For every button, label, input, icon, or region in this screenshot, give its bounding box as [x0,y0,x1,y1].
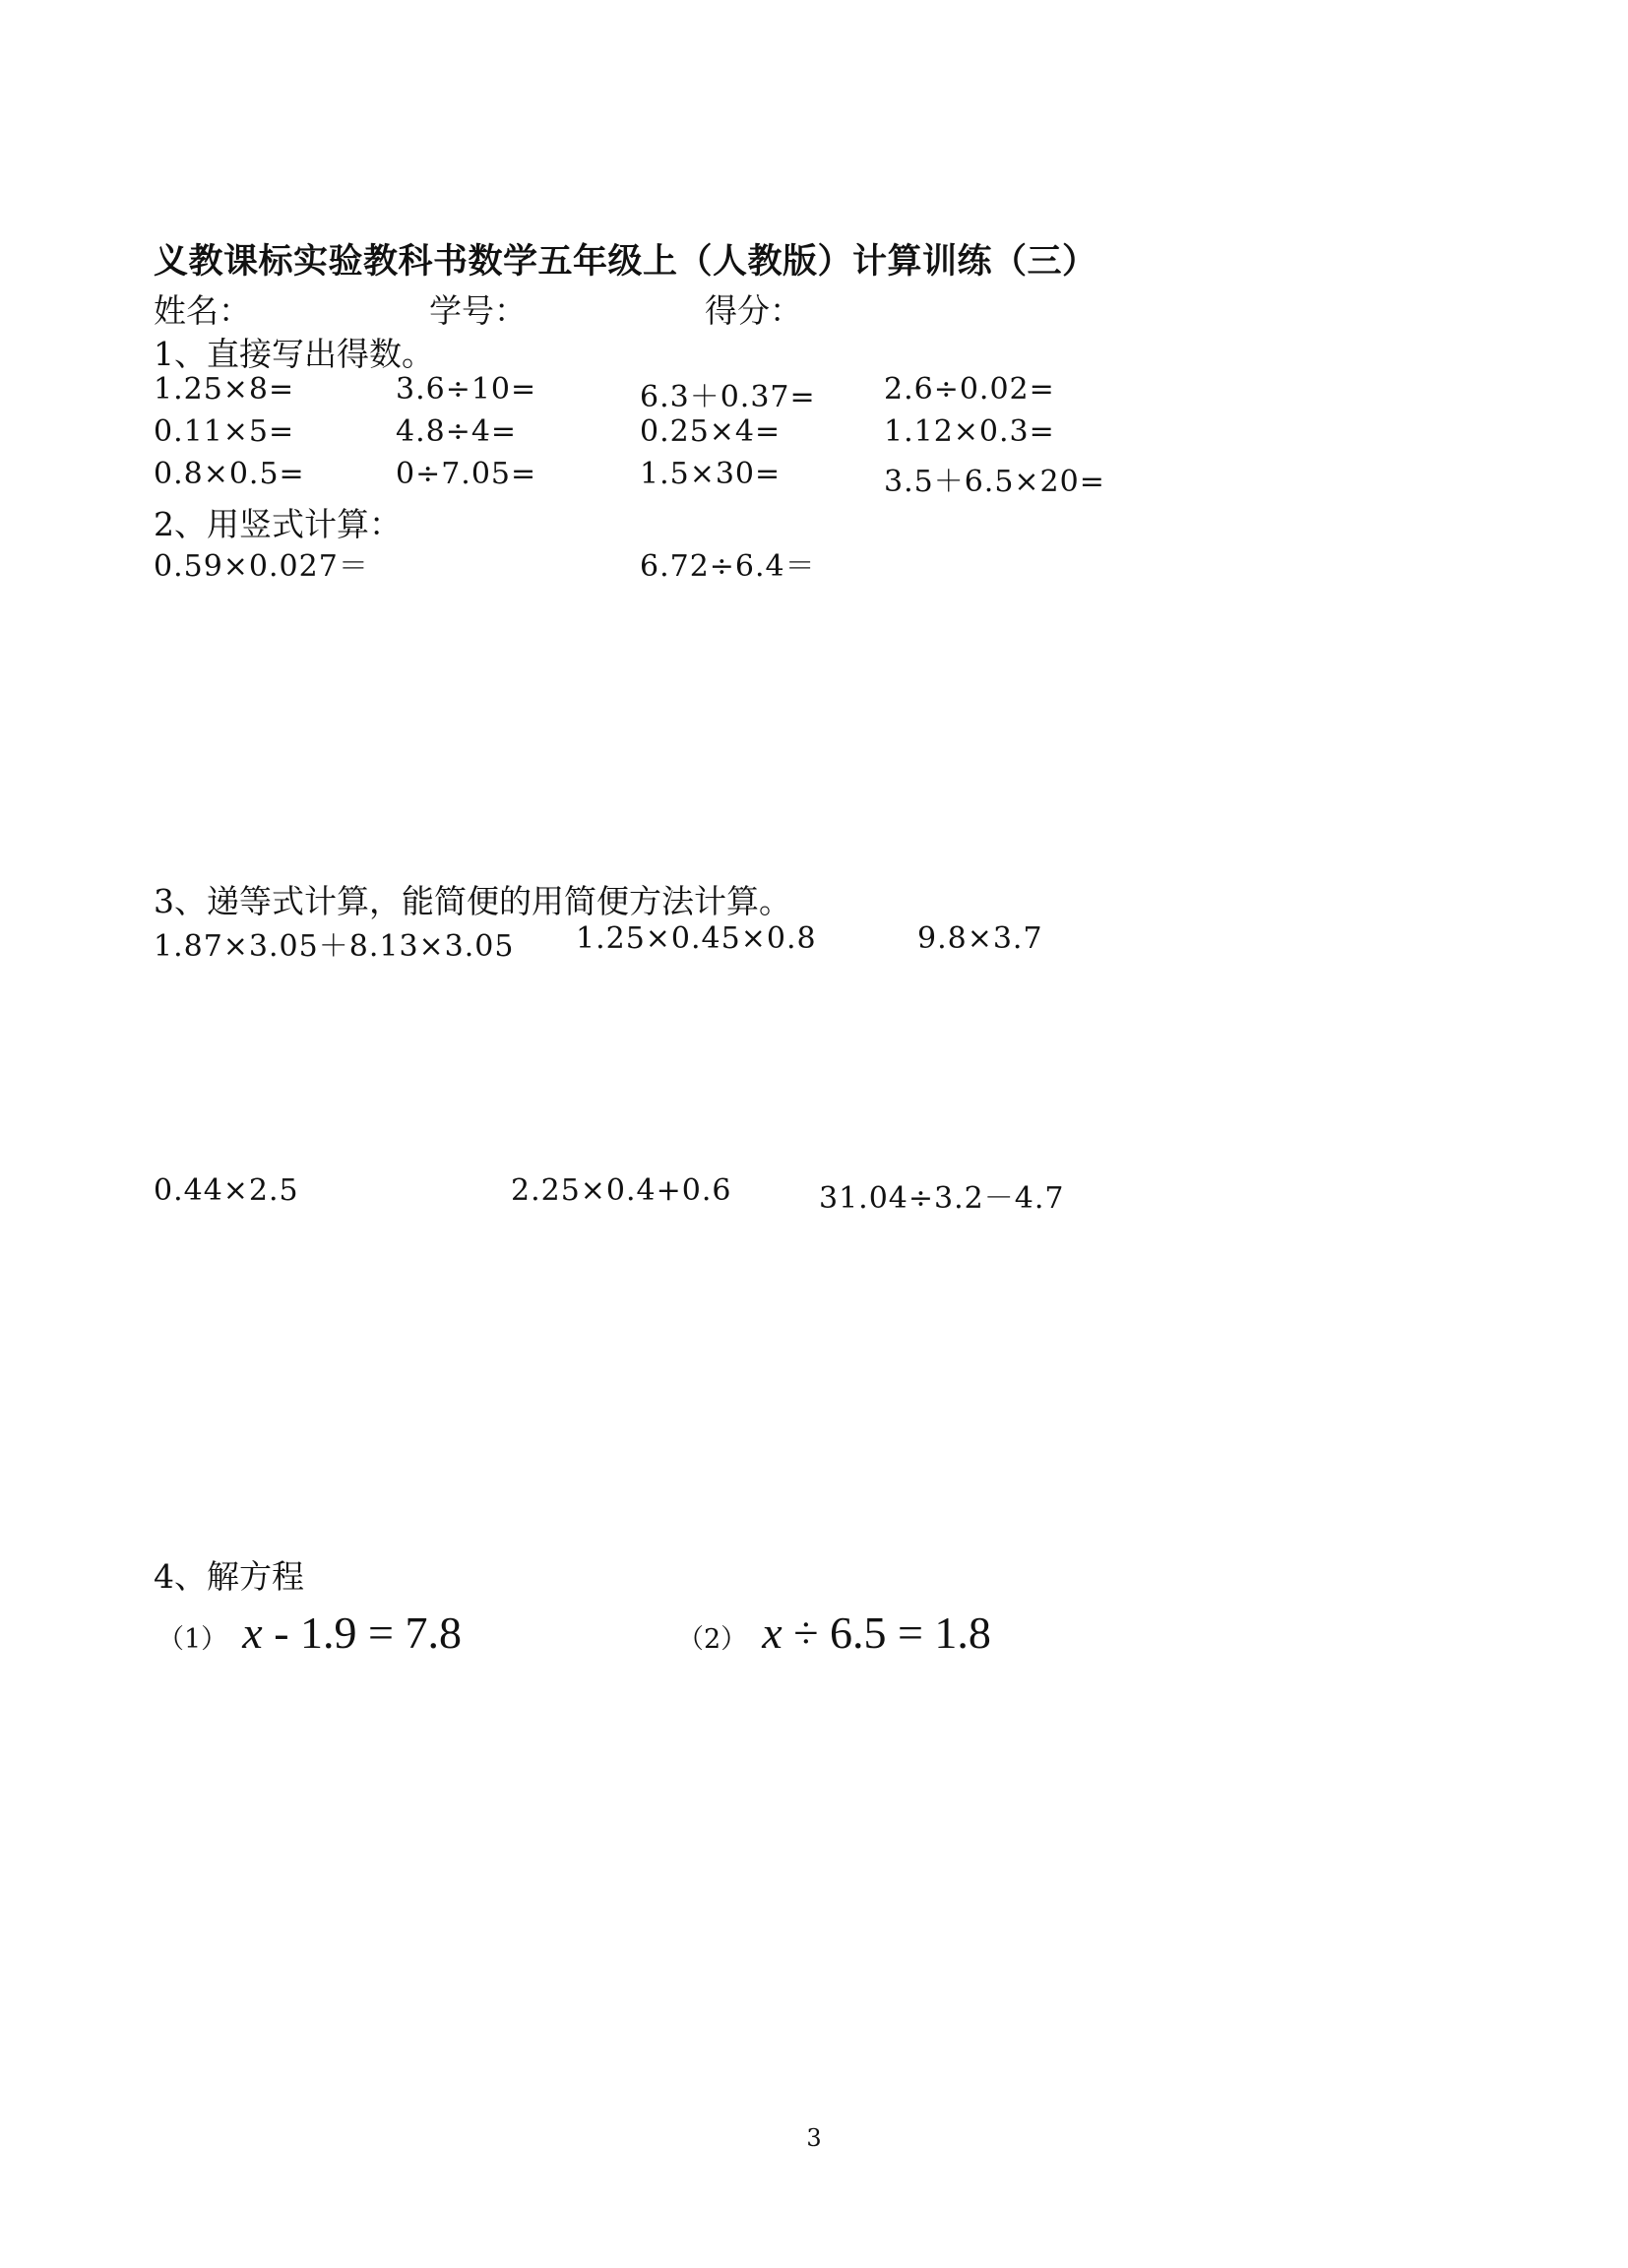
name-label: 姓名： [154,291,251,330]
mental-calc-item: 2.6÷0.02= [884,372,1055,407]
vertical-calc-item: 6.72÷6.4＝ [640,549,816,584]
worksheet-title: 义教课标实验教科书数学五年级上（人教版）计算训练（三） [154,241,1097,282]
equation-expression [762,1607,991,1658]
equation-1 [157,1606,462,1659]
step-calc-item: 31.04÷3.2－4.7 [819,1181,1065,1216]
mental-calc-item: 0.11×5= [154,414,295,449]
step-calc-item: 1.87×3.05＋8.13×3.05 [154,929,515,964]
equation-label: （2） [677,1624,748,1655]
mental-calc-item: 3.5＋6.5×20= [884,465,1105,499]
vertical-calc-item: 0.59×0.027＝ [154,549,369,584]
mental-calc-item: 6.3＋0.37= [640,380,816,414]
mental-calc-item: 0.8×0.5= [154,457,305,491]
page-number: 3 [806,2124,822,2152]
equation-variable: x [242,1607,263,1658]
equation-2 [677,1606,991,1659]
section-3-heading: 3、递等式计算，能简便的用简便方法计算。 [154,882,791,920]
step-calc-item: 9.8×3.7 [917,921,1043,956]
mental-calc-item: 1.25×8= [154,372,295,407]
section-1-heading: 1、直接写出得数。 [154,335,434,373]
step-calc-item: 0.44×2.5 [154,1173,299,1208]
student-number-label: 学号： [429,291,527,330]
mental-calc-item: 3.6÷10= [396,372,537,407]
equation-variable: x [762,1607,783,1658]
step-calc-item: 2.25×0.4+0.6 [511,1173,732,1208]
equation-label: （1） [157,1624,228,1655]
score-label: 得分： [705,291,802,330]
mental-calc-item: 0.25×4= [640,414,782,449]
mental-calc-item: 4.8÷4= [396,414,518,449]
equation-rest: ÷ 6.5 = 1.8 [782,1607,991,1658]
section-2-heading: 2、用竖式计算： [154,505,402,543]
mental-calc-item: 0÷7.05= [396,457,537,491]
equation-expression [242,1607,462,1658]
step-calc-item: 1.25×0.45×0.8 [576,921,817,956]
mental-calc-item: 1.12×0.3= [884,414,1055,449]
equation-rest: - 1.9 = 7.8 [262,1607,462,1658]
section-4-heading: 4、解方程 [154,1557,304,1596]
mental-calc-item: 1.5×30= [640,457,782,491]
